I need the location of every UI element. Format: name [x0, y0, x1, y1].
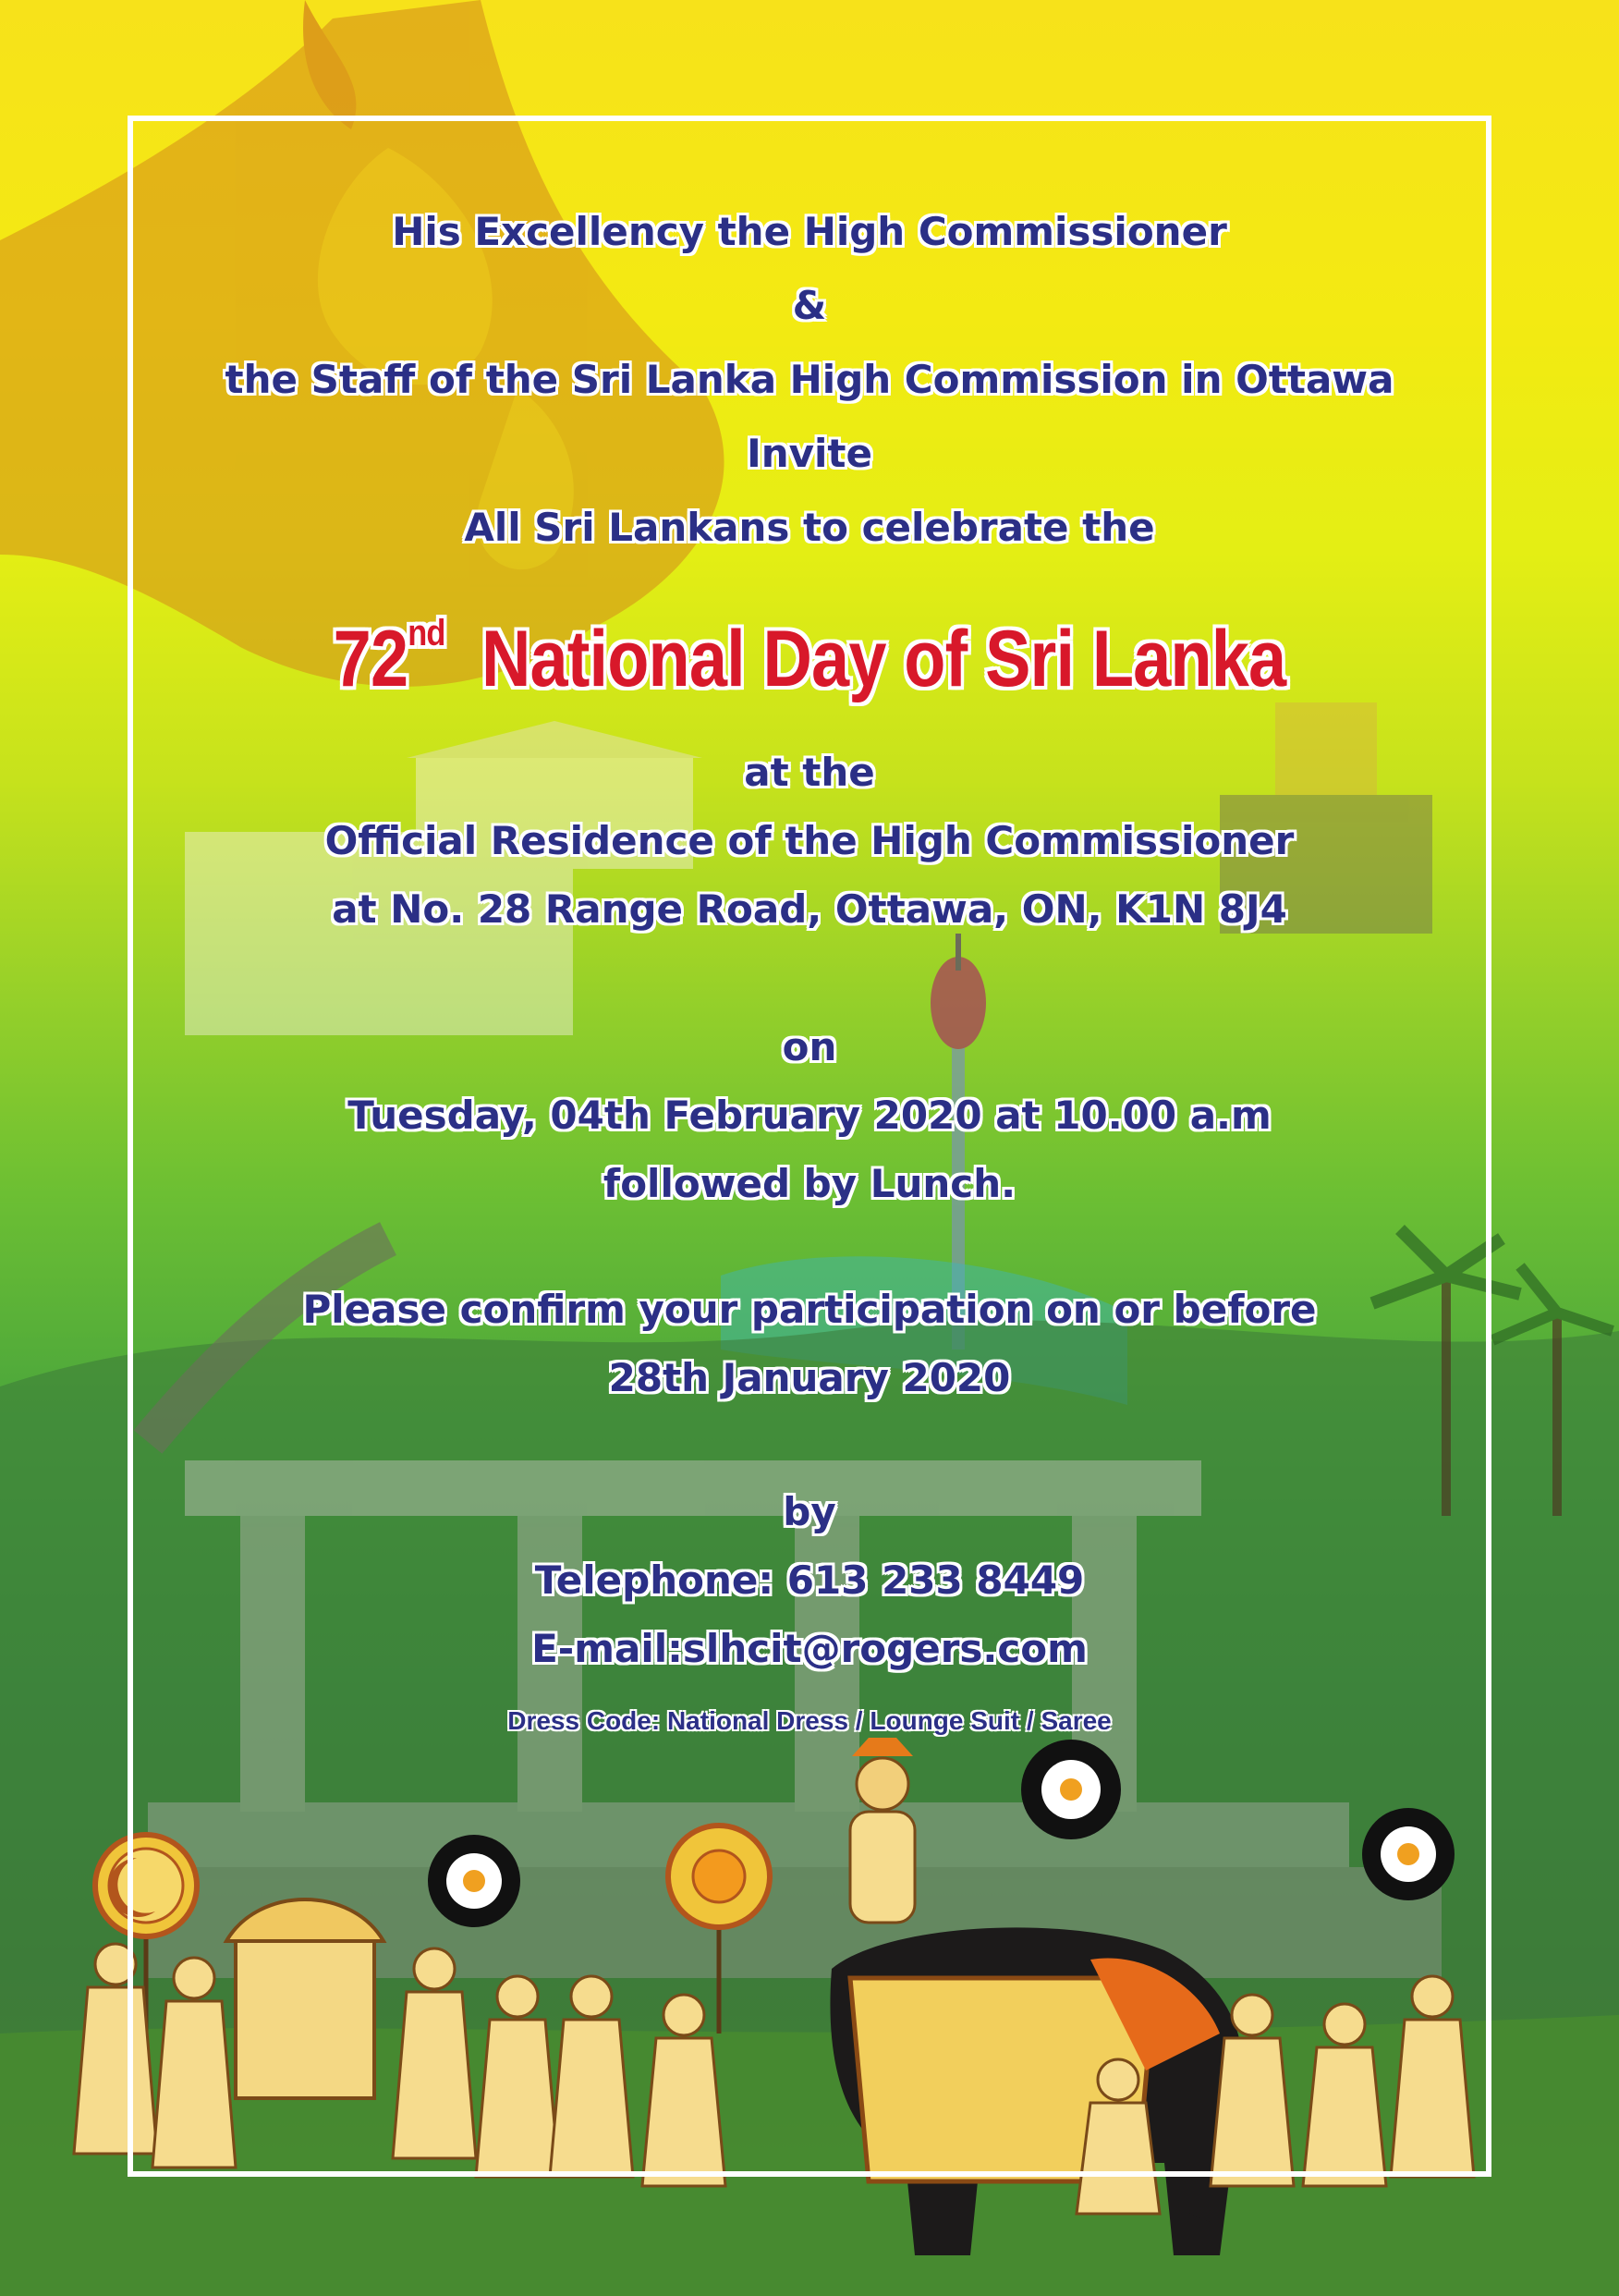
host-ampersand: &: [792, 283, 827, 328]
contact-block: [0, 1489, 1619, 1671]
host-line-2: the Staff of the Sri Lanka High Commission in Ottawa: [225, 357, 1394, 402]
dress-code-block: [0, 1708, 1619, 1734]
followed-by: followed by Lunch.: [603, 1161, 1016, 1206]
rsvp-line: Please confirm your participation on or before: [302, 1287, 1317, 1332]
venue-address: at No. 28 Range Road, Ottawa, ON, K1N 8J4: [332, 886, 1287, 932]
rsvp-block: [0, 1287, 1619, 1400]
date-block: [0, 1024, 1619, 1206]
host-block: [0, 209, 1619, 550]
date-time: Tuesday, 04th February 2020 at 10.00 a.m: [347, 1093, 1272, 1138]
venue-name: Official Residence of the High Commissioner: [324, 818, 1295, 863]
title-number: 72: [333, 615, 408, 703]
venue-block: [0, 750, 1619, 932]
title-suffix: nd: [408, 613, 445, 653]
dress-code: Dress Code: National Dress / Lounge Suit / Saree: [507, 1706, 1112, 1735]
host-line-1: His Excellency the High Commissioner: [392, 209, 1227, 254]
rsvp-date: 28th January 2020: [608, 1355, 1011, 1400]
venue-intro: at the: [744, 750, 875, 795]
email: E-mail:slhcit@rogers.com: [531, 1626, 1088, 1671]
event-title: [114, 613, 1506, 703]
title-block: [0, 613, 1619, 703]
date-intro: on: [782, 1024, 837, 1069]
contact-intro: by: [783, 1489, 836, 1534]
invitees-line: All Sri Lankans to celebrate the: [464, 505, 1155, 550]
telephone: Telephone: 613 233 8449: [534, 1557, 1085, 1603]
title-text: National Day of Sri Lanka: [481, 615, 1286, 703]
invite-word: Invite: [747, 431, 872, 476]
